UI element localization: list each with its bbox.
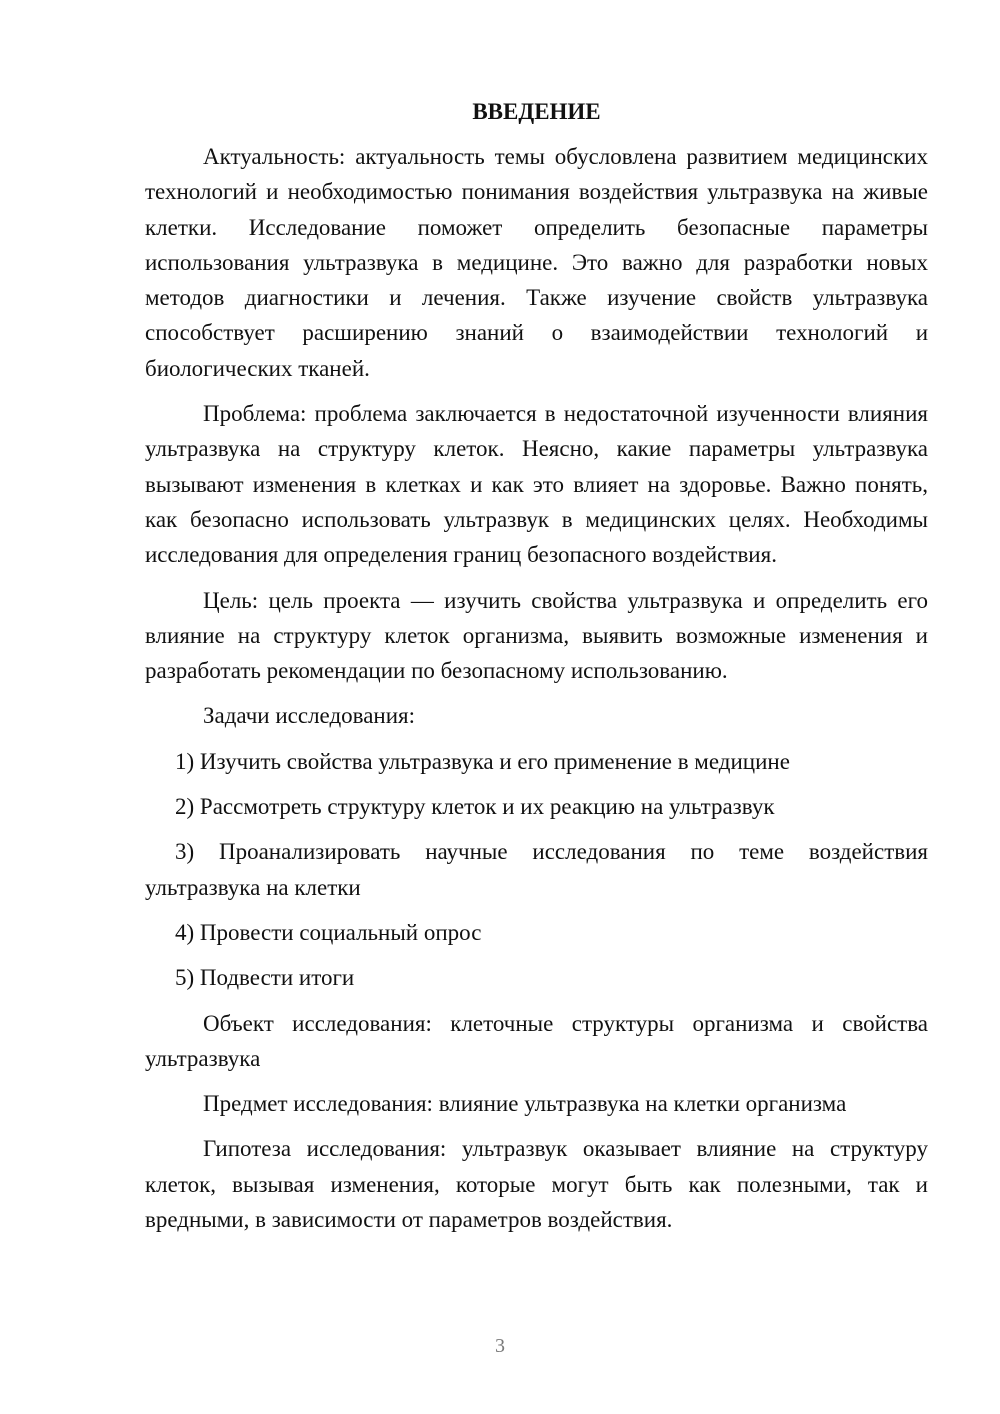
task-item: 4) Провести социальный опрос [175,919,482,945]
page-number: 3 [495,1335,505,1357]
section-title: ВВЕДЕНИЕ [472,99,601,124]
tasks-list [145,744,928,996]
subject-paragraph: Предмет исследования: влияние ультразвука на клетки организма [203,1091,847,1117]
goal-paragraph: Цель: цель проекта — изучить свойства ультразвука и определить его влияние на структуру клеток организма, выявить возможные изменения и разработать рекомендации по безопасному использованию. [145,587,928,684]
problem-paragraph: Проблема: проблема заключается в недостаточной изученности влияния ультразвука на структуру клеток. Неясно, какие параметры ультразвука вызывают изменения в клетках и как это влияет на здоровье. Важно понять, как безопасно использовать ультразвук в медицинских целях. Необходимы исследования для определения границ безопасного воздействия. [145,401,928,568]
task-item: 2) Рассмотреть структуру клеток и их реакцию на ультразвук [175,794,775,820]
object-paragraph: Объект исследования: клеточные структуры организма и свойства ультразвука [145,1010,928,1071]
tasks-heading: Задачи исследования: [203,703,416,729]
relevance-paragraph: Актуальность: актуальность темы обусловлена развитием медицинских технологий и необходимостью понимания воздействия ультразвука на живые клетки. Исследование поможет определить безопасные параметры использования ультразвука в медицине. Это важно для разработки новых методов диагностики и лечения. Также изучение свойств ультразвука способствует расширению знаний о взаимодействии технологий и биологических тканей. [145,144,928,381]
task-item: 3) Проанализировать научные исследования по теме воздействия ультразвука на клетки [145,839,928,900]
task-item: 5) Подвести итоги [175,965,355,991]
task-item: 1) Изучить свойства ультразвука и его применение в медицине [175,748,790,774]
document-page [145,94,928,1247]
hypothesis-paragraph: Гипотеза исследования: ультразвук оказывает влияние на структуру клеток, вызывая изменения, которые могут быть как полезными, так и вредными, в зависимости от параметров воздействия. [145,1136,928,1233]
